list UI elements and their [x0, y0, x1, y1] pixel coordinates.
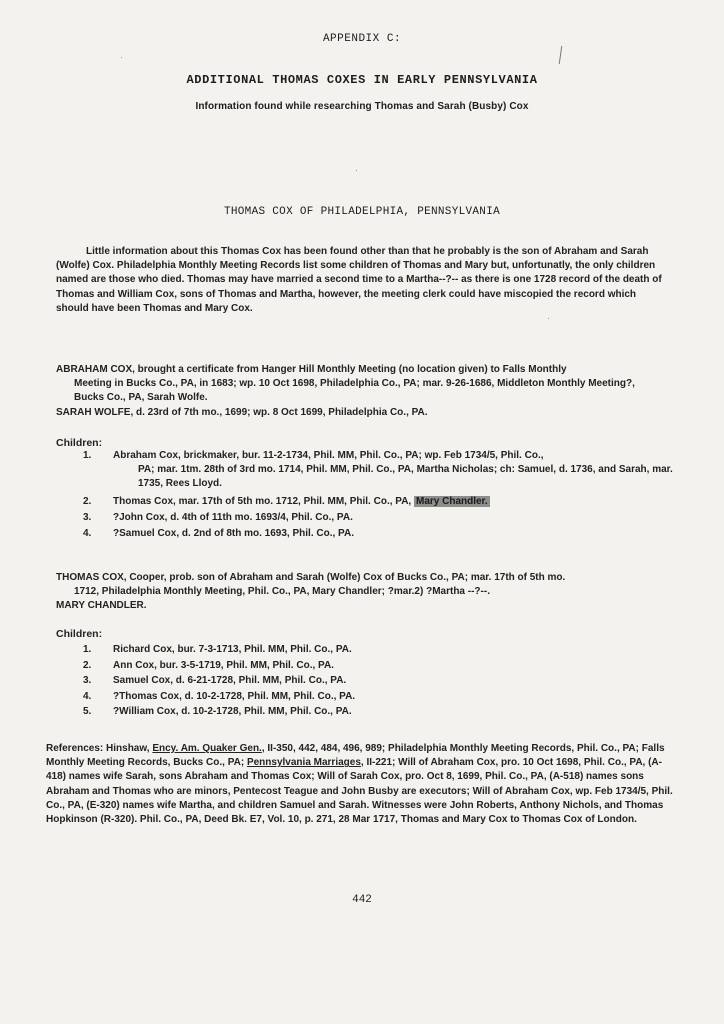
list-item	[83, 658, 673, 674]
list-number: 1.	[83, 644, 92, 655]
list-item	[83, 642, 673, 658]
highlighted-name: Mary Chandler.	[415, 495, 488, 507]
list-text: ?William Cox, d. 10-2-1728, Phil. MM, Phil. Co., PA.	[113, 706, 352, 718]
list-item	[83, 511, 673, 525]
section-title: THOMAS COX OF PHILADELPHIA, PENNSYLVANIA	[223, 206, 501, 218]
list-text: Abraham Cox, brickmaker, bur. 11-2-1734, Phil. MM, Phil. Co., PA; wp. Feb 1734/5, Phil. Co.,	[113, 450, 544, 461]
list-item	[83, 704, 673, 720]
thomas-cox-entry	[56, 571, 656, 614]
list-number: 2.	[83, 495, 92, 507]
list-number: 2.	[83, 659, 92, 671]
scan-speck	[121, 57, 122, 58]
abraham-cox-line: ABRAHAM COX, brought a certificate from Hanger Hill Monthly Meeting (no location given) to Falls Monthly	[56, 364, 567, 375]
page-number: 442	[352, 894, 372, 906]
sarah-wolfe-line: SARAH WOLFE, d. 23rd of 7th mo., 1699; wp. 8 Oct 1699, Philadelphia Co., PA.	[56, 406, 428, 418]
references-paragraph	[46, 742, 674, 827]
list-item	[83, 527, 673, 541]
list-text: ?Thomas Cox, d. 10-2-1728, Phil. MM, Phil. Co., PA.	[113, 690, 356, 702]
list-item	[83, 689, 673, 705]
references-text: References: Hinshaw,	[46, 743, 150, 754]
intro-paragraph: Little information about this Thomas Cox has been found other than that he probably is the son of Abraham and Sarah (Wolfe) Cox. Philadelphia Monthly Meeting Records list some children of Thomas and Mary but, unfortunatly, the only children named are those who died. Thomas may have married a second time to a Martha--?-- as there is one 1728 record of the death of Thomas and William Cox, sons of Thomas and Martha, however, the meeting clerk could have miscopied the record which should have been Thomas and Mary Cox.	[56, 246, 662, 314]
document-subtitle: Information found while researching Thomas and Sarah (Busby) Cox	[195, 101, 529, 112]
list-number: 1.	[83, 450, 92, 461]
list-text-cont: PA; mar. 1tm. 28th of 3rd mo. 1714, Phil. MM, Phil. Co., PA, Martha Nicholas; ch: Samuel, d. 1736, and Sarah, mar. 1735, Rees Lloyd.	[138, 464, 673, 490]
appendix-label: APPENDIX C:	[322, 33, 402, 45]
children-heading: Children:	[56, 628, 103, 640]
document-title: ADDITIONAL THOMAS COXES IN EARLY PENNSYLVANIA	[186, 73, 538, 87]
children-heading: Children:	[56, 437, 103, 449]
references-source-title: Ency. Am. Quaker Gen.	[152, 743, 262, 754]
list-text: Thomas Cox, mar. 17th of 5th mo. 1712, Phil. MM, Phil. Co., PA,	[113, 495, 412, 507]
list-text: ?Samuel Cox, d. 2nd of 8th mo. 1693, Phil. Co., PA.	[113, 528, 354, 540]
list-number: 3.	[83, 511, 92, 523]
list-text: Richard Cox, bur. 7-3-1713, Phil. MM, Phil. Co., PA.	[113, 644, 352, 655]
list-number: 4.	[83, 528, 92, 540]
references-text: , II-350, 442, 484, 496, 989; Philadelphia Monthly Meeting Records, Phil. Co., PA; Falls Monthly Meeting Records, Bucks Co., PA;	[46, 743, 665, 769]
references-text: , II-221; Will of Abraham Cox, pro. 10 Oct 1698, Phil. Co., PA, (A-418) names wife Sarah, sons Abraham and Thomas Cox; Will of Sarah Cox, pro. Oct 8, 1699, Phil. Co., PA, (A-518) names sons Abraham and Thomas who are minors, Pentecost Teague and John Busby are executors; Will of Abraham Cox, wp. Feb 1734/5, Phil. Co., PA, (E-320) names wife Martha, and children Samuel and Sarah. Witnesses were John Roberts, Anthony Nichols, and Thomas Hopkinson (R-320). Phil. Co., PA, Deed Bk. E7, Vol. 10, p. 271, 28 Mar 1717, Thomas and Mary Cox to Thomas Cox of London.	[46, 757, 673, 826]
list-item	[83, 495, 673, 509]
references-source-title: Pennsylvania Marriages	[246, 757, 361, 769]
abraham-children-list	[83, 449, 673, 541]
list-text: ?John Cox, d. 4th of 11th mo. 1693/4, Phil. Co., PA.	[113, 511, 353, 523]
scan-speck	[356, 170, 357, 171]
list-item	[83, 449, 673, 492]
abraham-cox-line-cont: Meeting in Bucks Co., PA, in 1683; wp. 10 Oct 1698, Philadelphia Co., PA; mar. 9-26-1686, Middleton Monthly Meeting?, Bucks Co., PA, Sarah Wolfe.	[74, 378, 635, 404]
list-number: 4.	[83, 690, 92, 702]
list-number: 3.	[83, 675, 92, 687]
thomas-children-list	[83, 642, 673, 720]
list-text: Samuel Cox, d. 6-21-1728, Phil. MM, Phil. Co., PA.	[113, 675, 347, 687]
list-number: 5.	[83, 706, 92, 718]
list-item	[83, 673, 673, 689]
thomas-cox-line-cont: 1712, Philadelphia Monthly Meeting, Phil. Co., PA, Mary Chandler; ?mar.2) ?Martha --?--.	[74, 586, 490, 598]
abraham-cox-entry	[56, 363, 656, 420]
mary-chandler-line: MARY CHANDLER.	[56, 600, 147, 612]
scan-speck	[548, 318, 549, 319]
thomas-cox-line: THOMAS COX, Cooper, prob. son of Abraham and Sarah (Wolfe) Cox of Bucks Co., PA; mar. 17th of 5th mo.	[56, 572, 566, 583]
list-text: Ann Cox, bur. 3-5-1719, Phil. MM, Phil. Co., PA.	[113, 659, 334, 671]
scan-mark	[559, 46, 562, 64]
